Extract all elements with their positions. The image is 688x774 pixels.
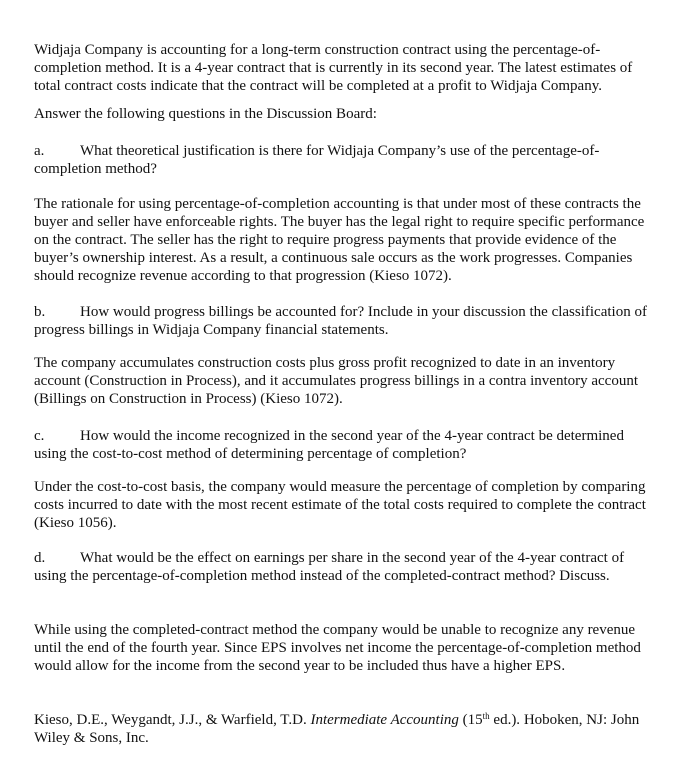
- reference-authors: Kieso, D.E., Weygandt, J.J., & Warfield, T.D.: [34, 712, 307, 728]
- answer-b: The company accumulates construction costs plus gross profit recognized to date in an inventory account (Construction in Process), and it accumulates progress billings in a contra inventory account (Billings on Construction in Process) (Kieso 1072).: [34, 355, 639, 407]
- question-b: [34, 304, 648, 340]
- question-letter: d.: [34, 550, 46, 566]
- reference-location: Hoboken, NJ: John Wiley & Sons, Inc.: [34, 712, 640, 746]
- question-text: What would be the effect on earnings per share in the second year of the 4-year contract of using the percentage-of-completion method instead of the completed-contract method? Discuss.: [34, 550, 625, 584]
- instruction-text: Answer the following questions in the Discussion Board:: [34, 106, 377, 122]
- answer-d: While using the completed-contract method the company would be unable to recognize any revenue until the end of the fourth year. Since EPS involves net income the percentage-of-completion method would allow for the income from the second year to be included thus have a higher EPS.: [34, 622, 641, 674]
- reference-edition-sup: th: [482, 711, 490, 721]
- question-letter: c.: [34, 428, 45, 444]
- question-a: [34, 143, 648, 179]
- answer-a: The rationale for using percentage-of-completion accounting is that under most of these contracts the buyer and seller have enforceable rights. The buyer has the legal right to require specific performance on the contract. The seller has the right to require progress payments that provide evidence of the buyer’s ownership interest. As a result, a continuous sale occurs as the work progresses. Companies should recognize revenue according to that progression (Kieso 1072).: [34, 196, 645, 284]
- question-letter: a.: [34, 143, 45, 159]
- reference-edition-open: (15: [462, 712, 483, 728]
- reference-edition-close: ed.).: [489, 712, 521, 728]
- question-c: [34, 428, 648, 464]
- reference-title: Intermediate Accounting: [310, 712, 459, 728]
- reference-citation: [34, 712, 648, 748]
- question-d: [34, 550, 648, 586]
- question-text: How would progress billings be accounted for? Include in your discussion the classification of progress billings in Widjaja Company financial statements.: [34, 304, 647, 338]
- question-text: How would the income recognized in the second year of the 4-year contract be determined using the cost-to-cost method of determining percentage of completion?: [34, 428, 624, 462]
- question-letter: b.: [34, 304, 46, 320]
- question-text: What theoretical justification is there for Widjaja Company’s use of the percentage-of-completion method?: [34, 143, 600, 177]
- answer-c: Under the cost-to-cost basis, the company would measure the percentage of completion by comparing costs incurred to date with the most recent estimate of the total costs required to complete the contract (Kieso 1056).: [34, 479, 646, 531]
- intro-paragraph: Widjaja Company is accounting for a long-term construction contract using the percentage-of-completion method. It is a 4-year contract that is currently in its second year. The latest estimates of total contract costs indicate that the contract will be completed at a profit to Widjaja Company.: [34, 42, 633, 94]
